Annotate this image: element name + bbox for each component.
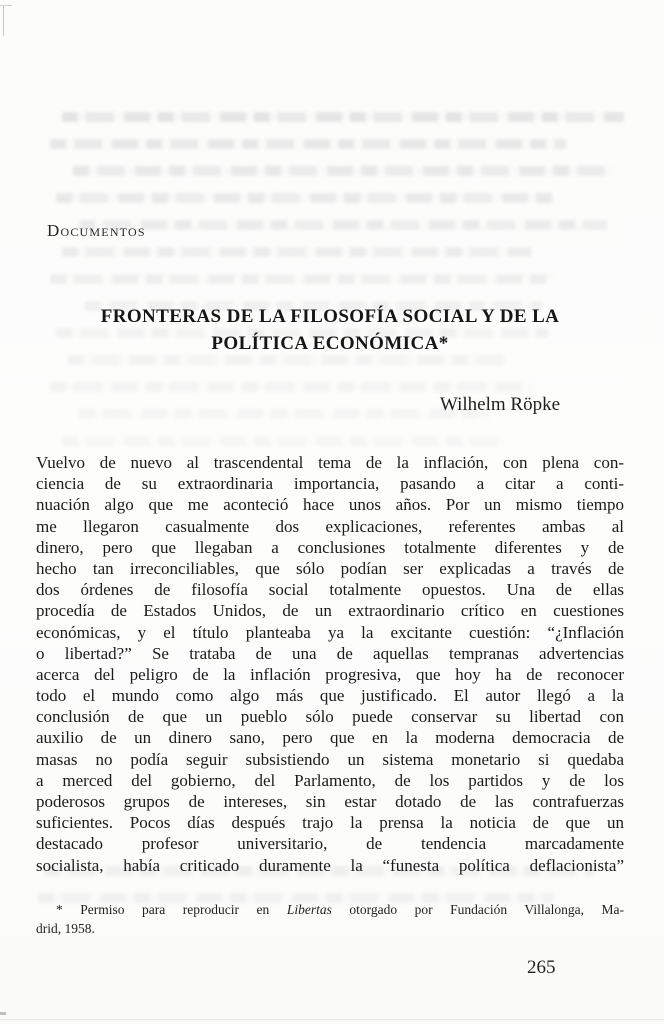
body-line: dinero, pero que llegaban a conclusiones totalmente diferentes y de bbox=[36, 537, 624, 557]
ghost-line bbox=[50, 274, 554, 284]
footnote-text-tail: otorgado por Fundación Villalonga, Ma- bbox=[331, 902, 624, 917]
body-line: Vuelvo de nuevo al trascendental tema de la inflación, con plena con- bbox=[36, 453, 624, 472]
author-name: Wilhelm Röpke bbox=[439, 394, 560, 415]
body-line: nuación algo que me aconteció hace unos años. Por un mismo tiempo bbox=[36, 495, 624, 515]
footnote-journal-name: Libertas bbox=[286, 902, 332, 917]
scan-edge-artifact bbox=[0, 1019, 664, 1020]
body-line: procedía de Estados Unidos, de un extraordinario crítico en cuestiones bbox=[36, 601, 624, 621]
ghost-line bbox=[50, 382, 531, 392]
body-line: o libertad?” Se trataba de una de aquellas tempranas advertencias bbox=[36, 643, 624, 663]
body-line: auxilio de un dinero sano, pero que en la moderna democracia de bbox=[36, 728, 624, 748]
section-kicker: Documentos bbox=[47, 221, 146, 240]
ghost-line bbox=[62, 112, 625, 122]
body-line: destacado profesor universitario, de tendencia marcadamente bbox=[36, 834, 624, 854]
footnote bbox=[36, 900, 624, 938]
body-line: todo el mundo como algo más que justificado. El autor llegó a la bbox=[36, 686, 624, 706]
body-line: a merced del gobierno, del Parlamento, de los partidos y de los bbox=[36, 770, 624, 790]
ghost-line bbox=[62, 436, 507, 446]
footnote-text-lead: * Permiso para reproducir en bbox=[56, 902, 287, 917]
page-number: 265 bbox=[527, 957, 556, 978]
body-line: me llegaron casualmente dos explicaciones, referentes ambas al bbox=[36, 516, 624, 536]
body-line: dos órdenes de filosofía social totalmente opuestos. Una de ellas bbox=[36, 580, 624, 600]
ghost-line bbox=[50, 139, 566, 149]
body-line: hecho tan irreconciliables, que sólo podían ser explicadas a través de bbox=[36, 558, 624, 578]
footnote-line1 bbox=[36, 900, 624, 919]
body-line: masas no podía seguir subsistiendo un sistema monetario si quedaba bbox=[36, 749, 624, 769]
body-line: suficientes. Pocos días después trajo la prensa la noticia de que un bbox=[36, 813, 624, 833]
body-line: conclusión de que un pueblo sólo puede conservar su libertad con bbox=[36, 707, 624, 727]
body-line: económicas, y el título planteaba ya la excitante cuestión: “¿Inflación bbox=[36, 622, 624, 642]
ghost-line bbox=[73, 166, 612, 176]
ghost-line bbox=[79, 220, 606, 230]
body-line: acerca del peligro de la inflación progresiva, que hoy ha de reconocer bbox=[36, 664, 624, 684]
ghost-line bbox=[56, 193, 554, 203]
scan-edge-artifact bbox=[3, 6, 4, 36]
article-title bbox=[36, 303, 624, 357]
scan-edge-artifact bbox=[0, 5, 12, 6]
body-paragraph bbox=[36, 452, 624, 876]
scan-edge-artifact bbox=[0, 1012, 6, 1015]
ghost-line bbox=[62, 247, 531, 257]
article-title-line2: POLÍTICA ECONÓMICA* bbox=[211, 333, 449, 354]
body-line: socialista, había criticado duramente la “funesta política deflacionista” bbox=[36, 855, 624, 875]
body-line: poderosos grupos de intereses, sin estar dotado de las contrafuerzas bbox=[36, 792, 624, 811]
body-line: ciencia de su extraordinaria importancia, pasando a citar a conti- bbox=[36, 474, 624, 494]
article-title-line1: FRONTERAS DE LA FILOSOFÍA SOCIAL Y DE LA bbox=[100, 306, 560, 327]
footnote-line2: drid, 1958. bbox=[36, 921, 95, 936]
